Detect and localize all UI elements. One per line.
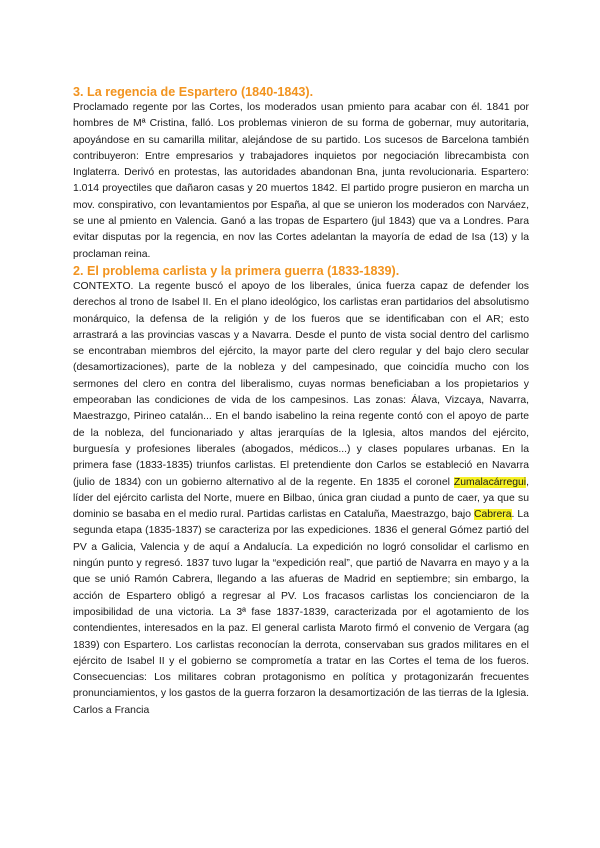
section-heading-regencia: 3. La regencia de Espartero (1840-1843). — [73, 85, 314, 99]
section-heading-carlismo: 2. El problema carlista y la primera guerra (1833-1839). — [73, 263, 400, 278]
highlighted-name-cabrera: Cabrera — [474, 509, 512, 521]
section-paragraph-carlismo — [73, 279, 529, 719]
document-page — [73, 84, 529, 719]
section-paragraph-regencia: Proclamado regente por las Cortes, los moderados usan pmiento para acabar con él. 1841 por hombres de Mª Cristina, falló. Los problemas vinieron de su forma de gobernar, muy autoritaria, apoyándose en su camarilla militar, alejándose de su partido. Los sucesos de Barcelona también contribuyeron: Entre empresarios y trabajadores inquietos por negociación librecambista con Inglaterra. Derivó en protestas, las autoridades abandonan Bna, junta revolucionaria. Espartero: 1.014 proyectiles que dañaron casas y 20 muertos 1842. El partido progre pusieron en marcha un mov. conspirativo, con levantamientos por España, al que se unieron los moderados con Narváez, se une al pmiento en Valencia. Ganó a las tropas de Espartero (jul 1843) que va a Londres. Para evitar disputas por la regencia, en nov las Cortes adelantan la mayoría de edad de Isa (13) y la proclaman reina. — [73, 102, 529, 260]
paragraph-text-part-2: , líder del ejército carlista del Norte, muere en Bilbao, única gran ciudad a punto de caer, ya que su dominio se basaba en el medio rural. Partidas carlistas en Cataluña, Maestrazgo, bajo — [73, 476, 529, 521]
paragraph-text-part-1: CONTEXTO. La regente buscó el apoyo de los liberales, única fuerza capaz de defender los derechos al trono de Isabel II. En el plano ideológico, los carlistas eran partidarios del absolutismo monárquico, la defensa de la religión y de los fueros que se identificaban con el AR; esto arrastrará a las provincias vascas y a Navarra. Desde el punto de vista social dentro del carlismo se encontraban miembros del ejército, la mayor parte del clero regular y del bajo clero secular (desamortizaciones), parte de la nobleza y del campesinado, que coincidía mucho con los sermones del clero en contra del liberalismo, cuyas normas beneficiaban a los propietarios y empeoraban las condiciones de vida de los campesinos. Las zonas: Álava, Vizcaya, Navarra, Maestrazgo, Pirineo catalán... En el bando isabelino la reina regente contó con el apoyo de parte de la nobleza, del funcionariado y altas jerarquías de la Iglesia, altos mandos del ejército, burguesía y profesiones liberales (abogados, médicos...) y clases populares urbanas. En la primera fase (1833-1835) triunfos carlistas. El pretendiente don Carlos se estableció en Navarra (julio de 1834) con un gobierno alternativo al de la regente. En 1835 el coronel — [73, 280, 529, 488]
paragraph-text-part-3: . La segunda etapa (1835-1837) se caracteriza por las expediciones. 1836 el general Gómez partió del PV a Galicia, Valencia y de aquí a Andalucía. La expedición no logró consolidar el carlismo en ningún punto y regresó. 1837 tuvo lugar la “expedición real”, que partió de Navarra en mayo y a la que se unió Ramón Cabrera, llegando a las afueras de Madrid en septiembre; sin embargo, la acción de Espartero obligó a regresar al PV. Los fracasos carlistas los concienciaron de la imposibilidad de una victoria. La 3ª fase 1837-1839, caracterizada por el agotamiento de los contendientes, interesados en la paz. El general carlista Maroto firmó el convenio de Vergara (ag 1839) con Espartero. Los carlistas reconocían la derrota, conservaban sus grados militares en el ejército de Isabel II y el gobierno se comprometía a tratar en las Cortes el tema de los fueros. Consecuencias: Los militares cobran protagonismo en política y protagonizarán frecuentes pronunciamientos, y los gastos de la guerra forzaron la desamortización de las tierras de la Iglesia. Carlos a Francia — [73, 509, 529, 716]
highlighted-name-zumalacarregui: Zumalacárregui — [453, 476, 527, 488]
